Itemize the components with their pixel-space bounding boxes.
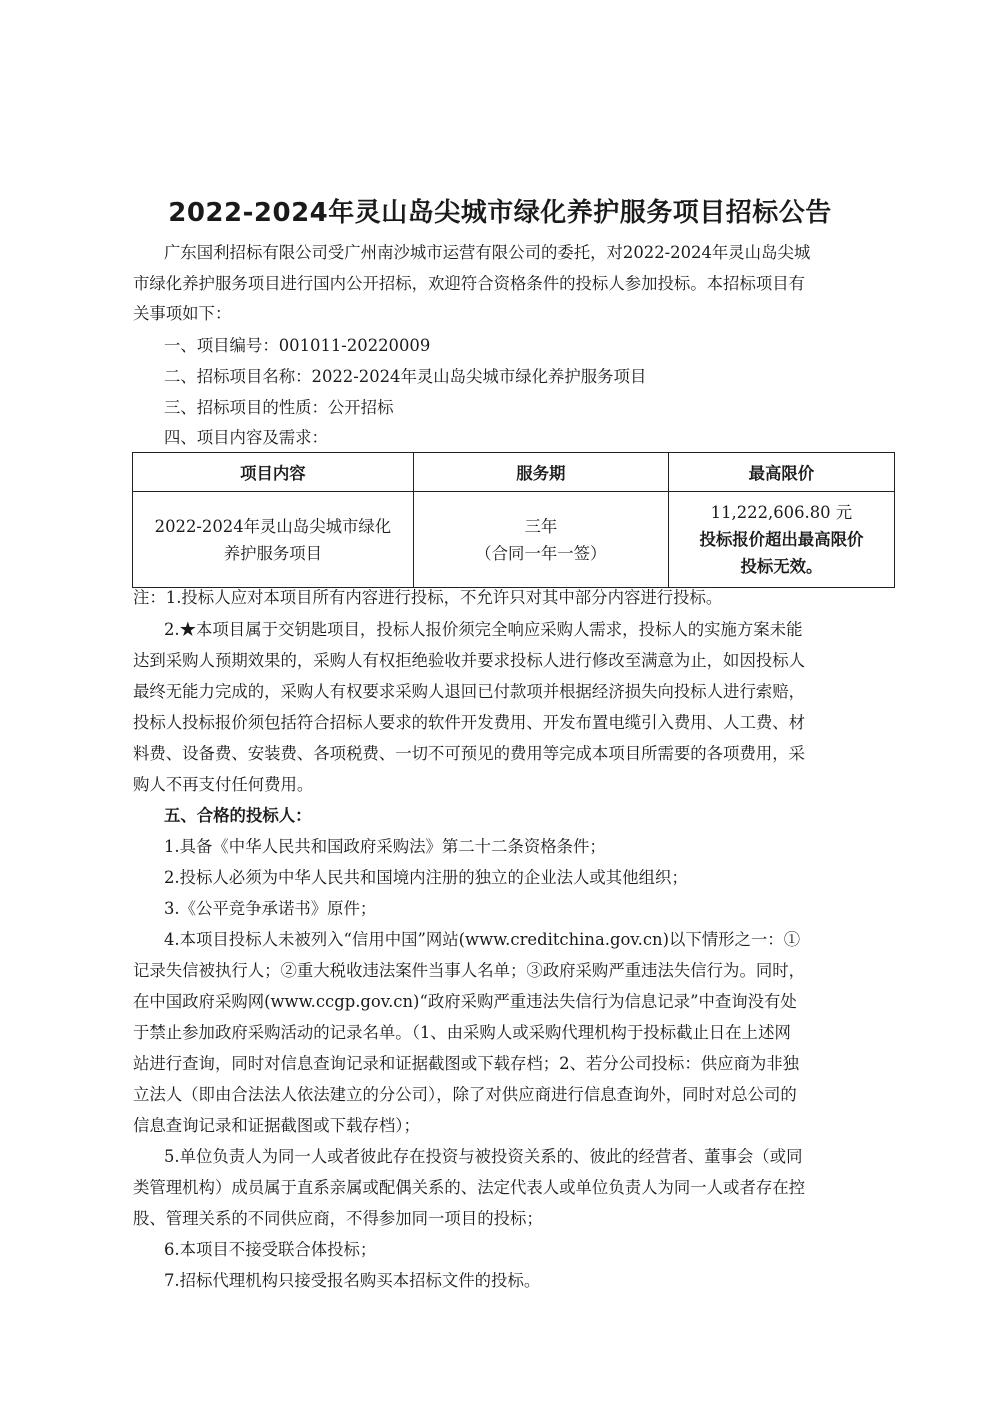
cell-line: 投标无效。 xyxy=(740,557,823,576)
cell-line: 投标报价超出最高限价 xyxy=(699,530,864,549)
qualification-line: 立法人（即由合法法人依法建立的分公司），除了对供应商进行信息查询外，同时对总公司的 xyxy=(133,1085,797,1104)
qualification-line: 类管理机构）成员属于直系亲属或配偶关系的、法定代表人或单位负责人为同一人或者存在控 xyxy=(133,1178,806,1197)
table-header-cell: 最高限价 xyxy=(668,453,894,492)
item-project-number: 一、项目编号：001011-20220009 xyxy=(164,336,431,355)
note-line: 达到采购人预期效果的，采购人有权拒绝验收并要求投标人进行修改至满意为止，如因投标人 xyxy=(133,651,806,670)
qualification-line: 4.本项目投标人未被列入“信用中国”网站(www.creditchina.gov.cn)以下情形之一：① xyxy=(164,930,801,949)
note-line: 料费、设备费、安装费、各项税费、一切不可预见的费用等完成本项目所需要的各项费用，采 xyxy=(133,744,806,763)
table-cell-price xyxy=(668,492,894,588)
qualification-line: 1.具备《中华人民共和国政府采购法》第二十二条资格条件； xyxy=(164,837,606,856)
cell-line: （合同一年一签） xyxy=(475,543,607,563)
intro-line: 市绿化养护服务项目进行国内公开招标，欢迎符合资格条件的投标人参加投标。本招标项目有 xyxy=(133,274,806,293)
cell-line: 11,222,606.80 元 xyxy=(710,503,853,522)
qualification-line: 信息查询记录和证据截图或下载存档）； xyxy=(133,1116,420,1135)
qualification-line: 3.《公平竞争承诺书》原件； xyxy=(164,899,377,918)
note-line: 投标人投标报价须包括符合招标人要求的软件开发费用、开发布置电缆引入费用、人工费、材 xyxy=(133,713,806,732)
qualification-line: 7.招标代理机构只接受报名购买本招标文件的投标。 xyxy=(164,1271,541,1290)
item-project-content-heading: 四、项目内容及需求： xyxy=(164,428,328,447)
table-header-cell: 项目内容 xyxy=(133,453,414,492)
qualification-line: 记录失信被执行人；②重大税收违法案件当事人名单；③政府采购严重违法失信行为。同时， xyxy=(133,961,806,980)
qualification-line: 股、管理关系的不同供应商，不得参加同一项目的投标； xyxy=(133,1209,543,1228)
qualification-line: 2.投标人必须为中华人民共和国境内注册的独立的企业法人或其他组织； xyxy=(164,868,688,887)
note-line: 2.★本项目属于交钥匙项目，投标人报价须完全响应采购人需求，投标人的实施方案未能 xyxy=(164,620,803,639)
cell-line: 养护服务项目 xyxy=(223,543,323,563)
qualification-line: 于禁止参加政府采购活动的记录名单。（1、由采购人或采购代理机构于投标截止日在上述网 xyxy=(133,1023,791,1042)
page-title: 2022-2024年灵山岛尖城市绿化养护服务项目招标公告 xyxy=(168,198,832,228)
table-cell-period xyxy=(413,492,668,588)
note-line: 注：1.投标人应对本项目所有内容进行投标，不允许只对其中部分内容进行投标。 xyxy=(133,588,723,607)
table-cell-content xyxy=(133,492,414,588)
item-project-name: 二、招标项目名称：2022-2024年灵山岛尖城市绿化养护服务项目 xyxy=(164,367,647,386)
cell-line: 2022-2024年灵山岛尖城市绿化 xyxy=(154,516,392,536)
qualification-line: 5.单位负责人为同一人或者彼此存在投资与被投资关系的、彼此的经营者、董事会（或同 xyxy=(164,1147,803,1166)
item-project-nature: 三、招标项目的性质：公开招标 xyxy=(164,398,394,417)
table-header-row xyxy=(133,453,895,492)
qualification-line: 在中国政府采购网(www.ccgp.gov.cn)“政府采购严重违法失信行为信息记录”中查询没有处 xyxy=(133,992,797,1011)
intro-line: 广东国利招标有限公司受广州南沙城市运营有限公司的委托，对2022-2024年灵山岛尖城 xyxy=(164,243,811,262)
intro-line: 关事项如下： xyxy=(133,304,232,323)
qualification-line: 站进行查询，同时对信息查询记录和证据截图或下载存档；2、若分公司投标：供应商为非独 xyxy=(133,1054,800,1073)
table-row xyxy=(133,492,895,588)
cell-line: 三年 xyxy=(524,516,558,536)
qualification-line: 6.本项目不接受联合体投标； xyxy=(164,1240,377,1259)
table-header-cell: 服务期 xyxy=(413,453,668,492)
section-heading: 五、合格的投标人： xyxy=(164,806,312,825)
note-line: 购人不再支付任何费用。 xyxy=(133,775,314,794)
requirements-table xyxy=(132,452,895,588)
note-line: 最终无能力完成的，采购人有权要求采购人退回已付款项并根据经济损失向投标人进行索赔， xyxy=(133,682,806,701)
